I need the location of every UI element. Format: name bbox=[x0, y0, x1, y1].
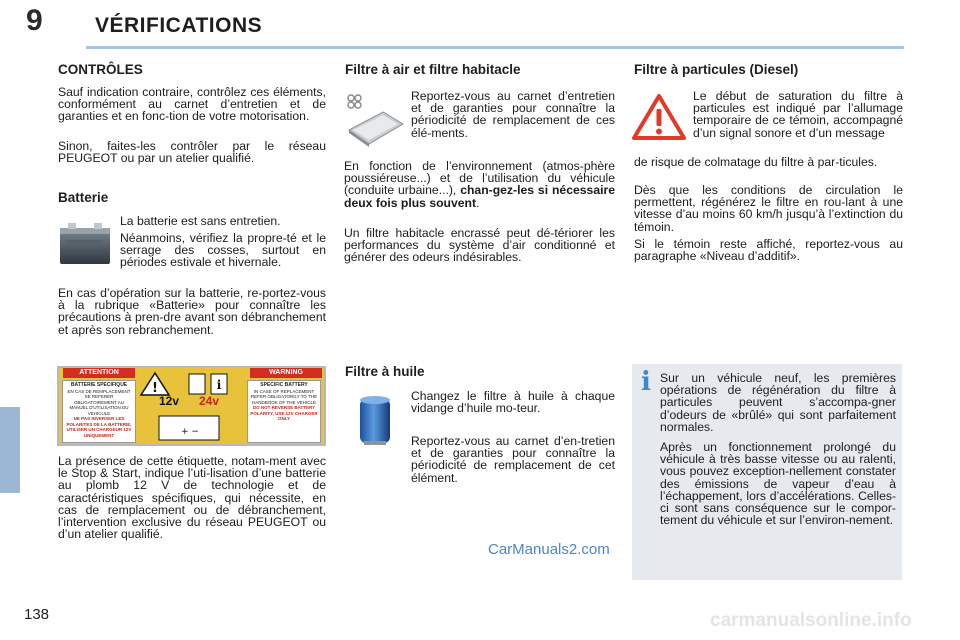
label-warning-header: WARNING bbox=[250, 368, 322, 378]
label-12v: 12v bbox=[159, 394, 180, 408]
section-title-filtre-air: Filtre à air et filtre habitacle bbox=[345, 62, 521, 77]
chapter-number: 9 bbox=[26, 4, 43, 37]
label-right-text: IN CASE OF REPLACEMENT REFER OBLIGATORILY TO THE HANDBOOK OF THE VEHICLE bbox=[250, 388, 318, 405]
chapter-side-tab bbox=[0, 407, 20, 493]
section-title-filtre-particules: Filtre à particules (Diesel) bbox=[634, 62, 799, 77]
filtre-particules-paragraph-3: Si le témoin reste affiché, reportez-vous au paragraphe «Niveau d’additif». bbox=[634, 237, 903, 264]
filtre-air-paragraph-2 bbox=[344, 160, 615, 209]
section-title-filtre-huile: Filtre à huile bbox=[345, 364, 425, 379]
batterie-paragraph-1: La batterie est sans entretien. bbox=[120, 214, 281, 228]
label-attention-header: ATTENTION bbox=[63, 368, 135, 378]
batterie-paragraph-4: La présence de cette étiquette, notam-ment avec le Stop & Start, indique l’uti-lisation d’une batterie au plomb 12 V de technologie et de caractéristiques spécifiques, qui nécessite, en cas de remplacement ou de débranchement, l’intervention exclusive du réseau PEUGEOT ou d’un atelier qualifié. bbox=[58, 454, 326, 542]
label-left-warning: NE PAS INVERSER LES POLARITES DE LA BATTERIE, UTILISER UN CHARGEUR 12V UNIQUEMENT bbox=[66, 416, 132, 438]
filtre-particules-paragraph-1b: de risque de colmatage du filtre à par-ticules. bbox=[634, 155, 878, 169]
page-number: 138 bbox=[24, 606, 50, 623]
info-paragraph-1: Sur un véhicule neuf, les premières opérations de régénération du filtre à particules peuvent s’accompa-gner d’odeurs de «brûlé» qui sont parfaitement normales. bbox=[660, 371, 896, 434]
section-title-controles: CONTRÔLES bbox=[58, 62, 143, 77]
label-left-text: EN CAS DE REMPLACEMENT SE REFERER OBLIGATOIREMENT AU MANUEL D'UTILISATION DU VEHICULE bbox=[67, 388, 131, 416]
filtre-particules-paragraph-2: Dès que les conditions de circulation le permettent, régénérez le filtre en rou-lant à une vitesse d’au moins 60 km/h jusqu’à l’extinction du témoin. bbox=[634, 183, 903, 234]
chapter-title: VÉRIFICATIONS bbox=[95, 14, 263, 37]
filtre-huile-paragraph-2: Reportez-vous au carnet d’en-tretien et de garanties pour connaître la périodicité de remplacement de cet élément. bbox=[411, 434, 615, 485]
label-left-title: BATTERIE SPECIFIQUE bbox=[70, 382, 128, 388]
label-left-box bbox=[62, 380, 136, 443]
battery-warning-label bbox=[57, 366, 326, 446]
header-rule bbox=[86, 46, 904, 49]
label-right-title: SPECIFIC BATTERY bbox=[260, 382, 308, 388]
batterie-paragraph-2: Néanmoins, vérifiez la propre-té et le serrage des cosses, surtout en périodes estivale et hivernale. bbox=[120, 231, 326, 270]
filtre-particules-paragraph-1: Le début de saturation du filtre à particules est indiqué par l’allumage temporaire de ce témoin, accompagné d’un signal sonore et d’un message bbox=[693, 89, 903, 140]
svg-text:+ −: + − bbox=[181, 427, 199, 437]
controles-paragraph-1: Sauf indication contraire, contrôlez ces éléments, conformément au carnet d’entretien et de garanties et en fonc-tion de votre motorisation. bbox=[58, 85, 326, 124]
info-icon: i bbox=[641, 367, 651, 397]
section-title-batterie: Batterie bbox=[58, 190, 109, 205]
filtre-air-p2-text: En fonction de l’environnement (atmos-phère poussiéreuse...) et de l’utilisation du véhicule (conduite urbaine...), bbox=[344, 159, 615, 198]
batterie-paragraph-3: En cas d’opération sur la batterie, re-portez-vous à la rubrique «Batterie» pour connaître les précautions à pren-dre avant son débranchement et après son rebranchement. bbox=[58, 286, 326, 337]
label-24v: 24v bbox=[199, 394, 220, 408]
controles-paragraph-2: Sinon, faites-les contrôler par le réseau PEUGEOT ou par un atelier qualifié. bbox=[58, 139, 326, 166]
svg-text:!: ! bbox=[152, 381, 158, 396]
label-center-pictograms bbox=[139, 370, 244, 444]
filtre-air-p2-end: . bbox=[476, 195, 480, 210]
filtre-air-p2-emphasis: chan-gez-les si nécessaire deux fois plus souvent bbox=[344, 183, 616, 210]
oil-filter-icon bbox=[352, 393, 398, 449]
filtre-air-paragraph-1: Reportez-vous au carnet d’entretien et de garanties pour connaître la périodicité de remplacement de ces élé-ments. bbox=[411, 89, 615, 140]
air-filter-icon bbox=[343, 90, 405, 148]
info-paragraph-2: Après un fonctionnement prolongé du véhicule à très basse vitesse ou au ralenti, vous pouvez exception-nellement constater des émissions de vapeur d’eau à l’échappement, lors d’accélérations. Celles-ci sont sans conséquence sur le compor-tement du véhicule et sur l’environ-nement. bbox=[660, 440, 896, 528]
label-right-box bbox=[247, 380, 321, 443]
battery-icon bbox=[57, 220, 113, 266]
svg-text:i: i bbox=[216, 378, 222, 392]
watermark-carmanualsonline: carmanualsonline.info bbox=[710, 610, 912, 631]
watermark-carmanuals2: CarManuals2.com bbox=[488, 541, 610, 558]
label-right-warning: DO NOT REVERSE BATTERY POLARITY, USE 12V CHARGER ONLY bbox=[250, 405, 318, 421]
filtre-air-paragraph-3: Un filtre habitacle encrassé peut dé-tériorer les performances du système d’air conditionné et générer des odeurs indésirables. bbox=[344, 226, 615, 265]
warning-triangle-icon bbox=[630, 92, 688, 142]
filtre-huile-paragraph-1: Changez le filtre à huile à chaque vidange d’huile mo-teur. bbox=[411, 389, 615, 416]
